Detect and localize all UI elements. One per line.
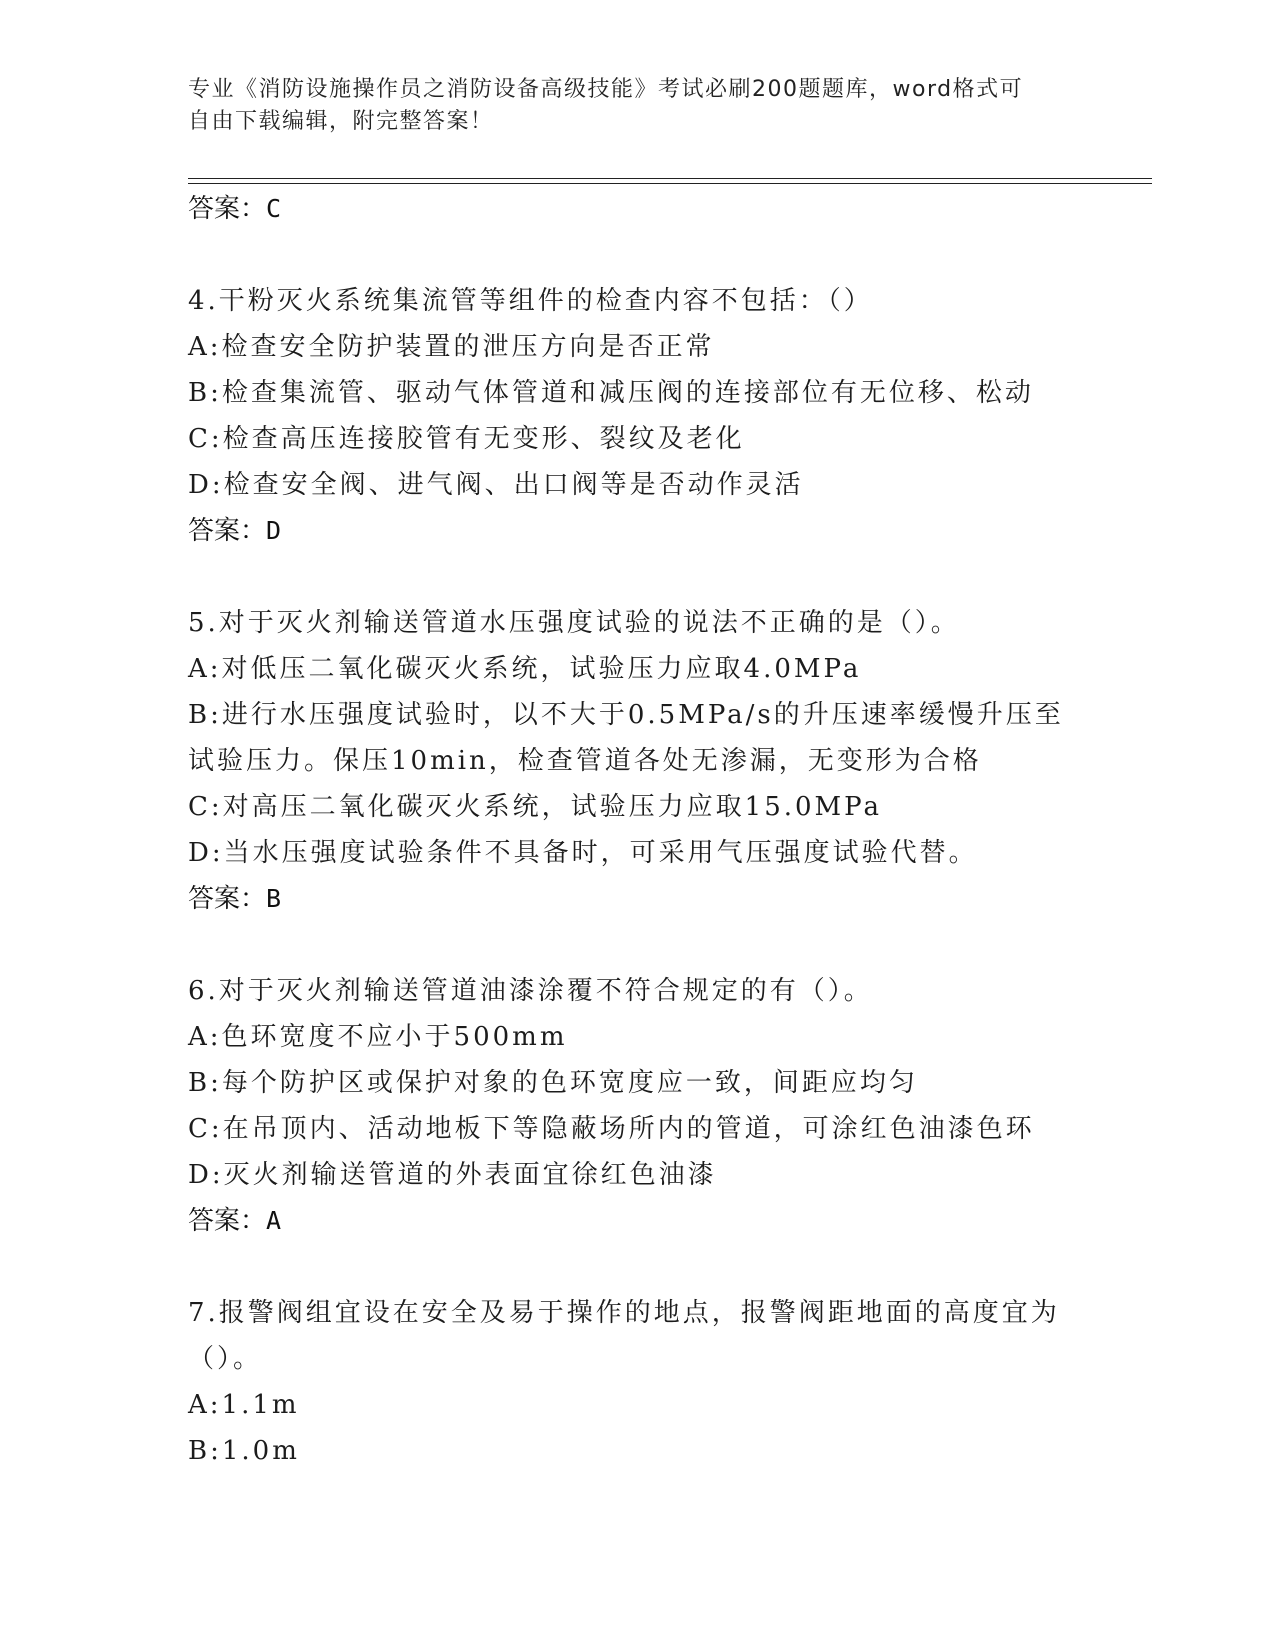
answer-value: C xyxy=(266,194,282,223)
question-stem: 6.对于灭火剂输送管道油漆涂覆不符合规定的有（）。 xyxy=(188,976,873,1006)
question-stem: 4.干粉灭火系统集流管等组件的检查内容不包括：（） xyxy=(188,286,873,316)
answer xyxy=(188,876,1138,922)
option-a: A:检查安全防护装置的泄压方向是否正常 xyxy=(188,332,715,362)
spacer xyxy=(188,232,1138,278)
option-b: B:每个防护区或保护对象的色环宽度应一致，间距应均匀 xyxy=(188,1068,918,1098)
option-b: B:进行水压强度试验时，以不大于0.5MPa/s的升压速率缓慢升压至 xyxy=(188,700,1064,730)
spacer xyxy=(188,554,1138,600)
option-a: A:对低压二氧化碳灭火系统，试验压力应取4.0MPa xyxy=(188,654,862,684)
option-a: A:1.1m xyxy=(188,1390,300,1420)
header-divider-bottom xyxy=(188,183,1152,184)
answer-label: 答案： xyxy=(188,194,267,224)
option-d: D:当水压强度试验条件不具备时，可采用气压强度试验代替。 xyxy=(188,838,978,868)
question-stem: 5.对于灭火剂输送管道水压强度试验的说法不正确的是（）。 xyxy=(188,608,960,638)
option-c: C:检查高压连接胶管有无变形、裂纹及老化 xyxy=(188,424,745,454)
option-a: A:色环宽度不应小于500mm xyxy=(188,1022,568,1052)
option-d: D:灭火剂输送管道的外表面宜徐红色油漆 xyxy=(188,1160,717,1190)
option-c: C:对高压二氧化碳灭火系统，试验压力应取15.0MPa xyxy=(188,792,882,822)
question-stem: 7.报警阀组宜设在安全及易于操作的地点，报警阀距地面的高度宜为 xyxy=(188,1298,1060,1328)
answer-value: B xyxy=(266,884,282,913)
spacer xyxy=(188,1244,1138,1290)
option-d: D:检查安全阀、进气阀、出口阀等是否动作灵活 xyxy=(188,470,804,500)
question-6 xyxy=(188,968,1138,1244)
question-4 xyxy=(188,278,1138,554)
question-7 xyxy=(188,1290,1138,1474)
answer xyxy=(188,508,1138,554)
option-b-continued: 试验压力。保压10min，检查管道各处无渗漏，无变形为合格 xyxy=(188,746,982,776)
answer-label: 答案： xyxy=(188,884,267,914)
question-stem-continued: （）。 xyxy=(188,1344,263,1374)
document-header xyxy=(188,74,1068,138)
answer-value: A xyxy=(266,1206,282,1235)
answer xyxy=(188,1198,1138,1244)
question-5 xyxy=(188,600,1138,922)
answer-value: D xyxy=(266,516,282,545)
spacer xyxy=(188,922,1138,968)
answer-previous xyxy=(188,186,1138,232)
header-line-1: 专业《消防设施操作员之消防设备高级技能》考试必刷200题题库，word格式可 xyxy=(188,77,1024,102)
document-body xyxy=(188,186,1138,1474)
option-c: C:在吊顶内、活动地板下等隐蔽场所内的管道，可涂红色油漆色环 xyxy=(188,1114,1035,1144)
answer-label: 答案： xyxy=(188,1206,267,1236)
option-b: B:检查集流管、驱动气体管道和减压阀的连接部位有无位移、松动 xyxy=(188,378,1034,408)
header-line-2: 自由下载编辑，附完整答案！ xyxy=(188,109,494,134)
answer-label: 答案： xyxy=(188,516,267,546)
option-b: B:1.0m xyxy=(188,1436,300,1466)
header-divider-top xyxy=(188,178,1152,179)
